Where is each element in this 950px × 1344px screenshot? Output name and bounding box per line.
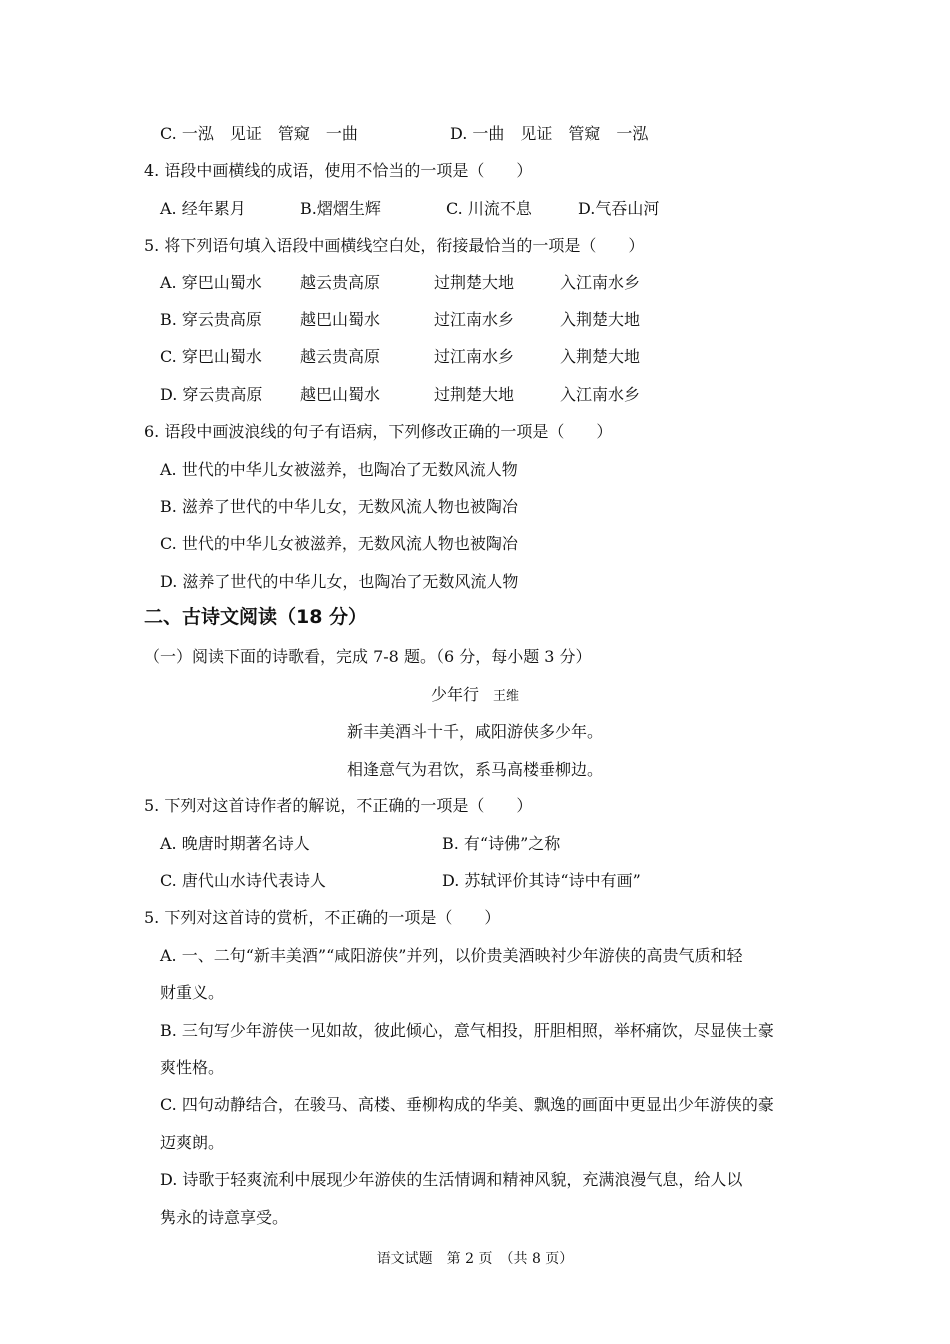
q5-c-4: 入荆楚大地 (560, 347, 641, 366)
q3-option-d: D. 一曲 见证 管窥 一泓 (450, 124, 649, 143)
poem-author: 王维 (493, 689, 520, 704)
section-instruction: （一）阅读下面的诗歌看，完成 7-8 题。（6 分，每小题 3 分） (144, 647, 592, 666)
poem-line-1: 新丰美酒斗十千，咸阳游侠多少年。 (346, 722, 603, 741)
q8-option-c: C. 四句动静结合，在骏马、高楼、垂柳构成的华美、飘逸的画面中更显出少年游侠的豪 (160, 1095, 774, 1114)
q5-c-2: 越云贵高原 (300, 347, 381, 366)
poem-line-2: 相逢意气为君饮，系马高楼垂柳边。 (346, 760, 603, 779)
q3-option-c: C. 一泓 见证 管窥 一曲 (160, 124, 358, 143)
q5-b-1: B. 穿云贵高原 (160, 310, 262, 329)
q8-option-a-cont: 财重义。 (160, 983, 225, 1002)
q6-option-a: A. 世代的中华儿女被滋养，也陶冶了无数风流人物 (160, 460, 518, 479)
poem-title: 少年行 (430, 685, 479, 704)
q4-option-d: D.气吞山河 (578, 199, 660, 218)
q7-stem: 5. 下列对这首诗作者的解说，不正确的一项是（ ） (144, 796, 533, 815)
q5-d-3: 过荆楚大地 (434, 385, 515, 404)
q5-d-2: 越巴山蜀水 (300, 385, 381, 404)
q8-stem: 5. 下列对这首诗的赏析，不正确的一项是（ ） (144, 908, 501, 927)
q6-option-d: D. 滋养了世代的中华儿女，也陶冶了无数风流人物 (160, 572, 519, 591)
q5-a-2: 越云贵高原 (300, 273, 381, 292)
section-heading: 二、古诗文阅读（18 分） (144, 606, 368, 628)
q5-stem: 5. 将下列语句填入语段中画横线空白处，衔接最恰当的一项是（ ） (144, 236, 645, 255)
q8-option-b-cont: 爽性格。 (160, 1058, 225, 1077)
q5-b-3: 过江南水乡 (434, 310, 515, 329)
q5-c-3: 过江南水乡 (434, 347, 515, 366)
q6-option-b: B. 滋养了世代的中华儿女，无数风流人物也被陶冶 (160, 497, 518, 516)
q6-stem: 6. 语段中画波浪线的句子有语病，下列修改正确的一项是（ ） (144, 422, 613, 441)
q8-option-d-cont: 隽永的诗意享受。 (160, 1208, 289, 1227)
q6-option-c: C. 世代的中华儿女被滋养，无数风流人物也被陶冶 (160, 534, 518, 553)
q7-option-a: A. 晚唐时期著名诗人 (160, 834, 310, 853)
q8-option-b: B. 三句写少年游侠一见如故，彼此倾心，意气相投，肝胆相照，举杯痛饮，尽显侠士豪 (160, 1021, 774, 1040)
q8-option-a: A. 一、二句“新丰美酒”“咸阳游侠”并列，以价贵美酒映衬少年游侠的高贵气质和轻 (160, 946, 743, 965)
q7-option-d: D. 苏轼评价其诗“诗中有画” (442, 871, 641, 890)
page-footer: 语文试题 第 2 页 （共 8 页） (376, 1251, 574, 1267)
q8-option-d: D. 诗歌于轻爽流利中展现少年游侠的生活情调和精神风貌，充满浪漫气息，给人以 (160, 1170, 743, 1189)
q5-a-3: 过荆楚大地 (434, 273, 515, 292)
q8-option-c-cont: 迈爽朗。 (160, 1133, 225, 1152)
poem-title-line (0, 685, 950, 707)
q4-option-a: A. 经年累月 (160, 199, 246, 218)
q7-option-c: C. 唐代山水诗代表诗人 (160, 871, 326, 890)
q5-b-4: 入荆楚大地 (560, 310, 641, 329)
q5-c-1: C. 穿巴山蜀水 (160, 347, 262, 366)
q5-b-2: 越巴山蜀水 (300, 310, 381, 329)
q7-option-b: B. 有“诗佛”之称 (442, 834, 561, 853)
q5-a-4: 入江南水乡 (560, 273, 641, 292)
q4-option-b: B.熠熠生辉 (300, 199, 381, 218)
q4-stem: 4. 语段中画横线的成语，使用不恰当的一项是（ ） (144, 161, 533, 180)
q5-d-4: 入江南水乡 (560, 385, 641, 404)
q5-a-1: A. 穿巴山蜀水 (160, 273, 262, 292)
q4-option-c: C. 川流不息 (446, 199, 532, 218)
q5-d-1: D. 穿云贵高原 (160, 385, 263, 404)
